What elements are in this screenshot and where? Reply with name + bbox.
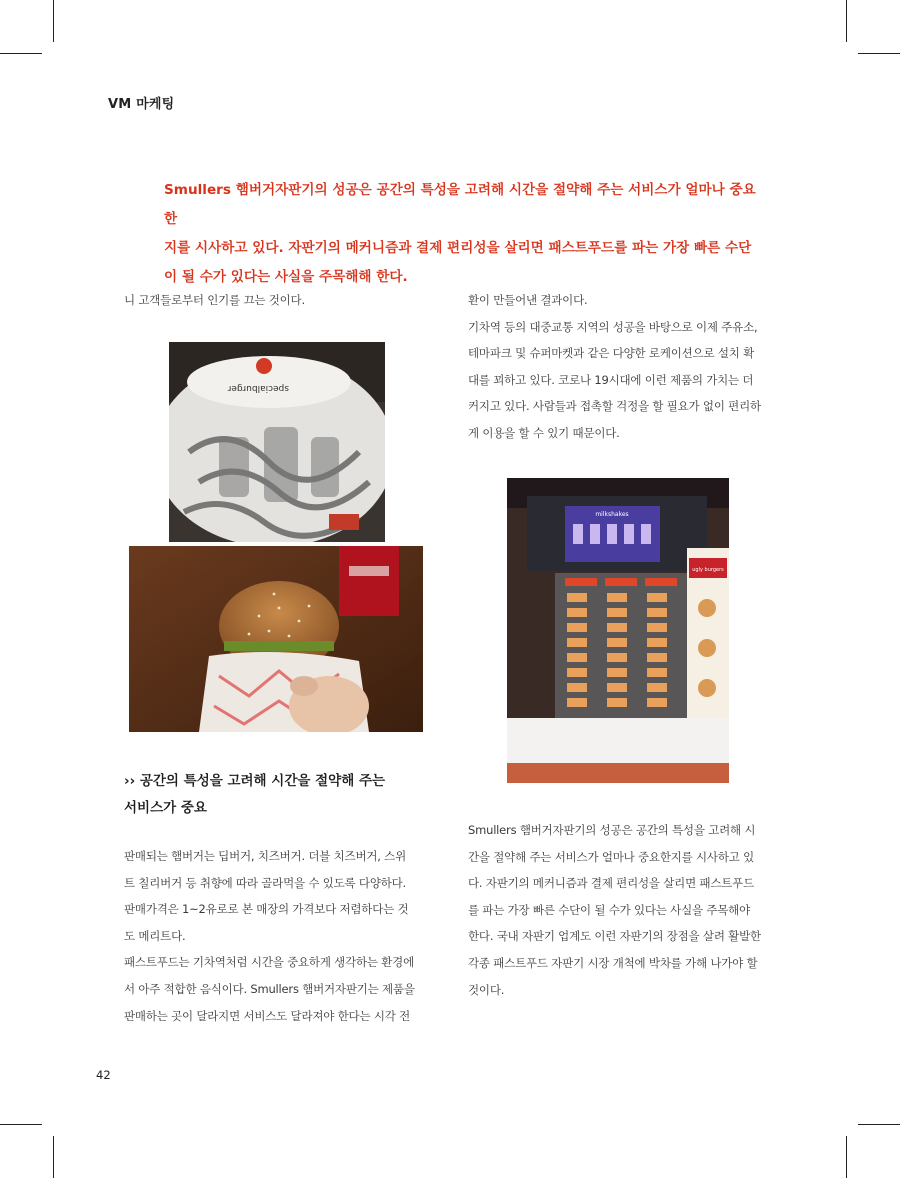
- left-intro-line: 니 고객들로부터 인기를 끄는 것이다.: [124, 293, 305, 307]
- text-line: 패스트푸드는 기차역처럼 시간을 중요하게 생각하는 환경에: [124, 955, 414, 970]
- text-line: 각종 패스트푸드 자판기 시장 개척에 박차를 가해 나가야 할: [468, 955, 758, 970]
- text-line: 트 칠리버거 등 취향에 따라 골라먹을 수 있도록 다양하다.: [124, 875, 407, 890]
- side-sign-text: ugly burgers: [692, 567, 724, 573]
- sub-heading-line: 서비스가 중요: [124, 800, 207, 816]
- text-line: 대를 꾀하고 있다. 코로나 19시대에 이런 제품의 가치는 더: [468, 372, 754, 387]
- text-line: 테마파크 및 슈퍼마켓과 같은 다양한 로케이션으로 설치 확: [468, 346, 755, 361]
- crop-mark: [858, 1124, 900, 1125]
- crop-mark: [53, 0, 54, 42]
- text-line: 를 파는 가장 빠른 수단이 될 수가 있다는 사실을 주목해야: [468, 902, 751, 917]
- section-label: VM 마케팅: [108, 97, 175, 112]
- sub-heading: [124, 768, 444, 822]
- text-line: 서 아주 적합한 음식이다. Smullers 햄버거자판기는 제품을: [124, 981, 415, 996]
- wrapped-burger-photo: [169, 342, 385, 542]
- crop-mark: [858, 53, 900, 54]
- text-line: 간을 절약해 주는 서비스가 얼마나 중요한지를 시사하고 있: [468, 849, 755, 864]
- pull-quote-line: Smullers 햄버거자판기의 성공은 공간의 특성을 고려해 시간을 절약해 주는 서비스가 얼마나 중요한: [164, 182, 756, 227]
- left-paragraph: [124, 843, 434, 1029]
- text-line: Smullers 햄버거자판기의 성공은 공간의 특성을 고려해 시: [468, 823, 756, 837]
- text-line: 것이다.: [468, 982, 505, 997]
- text-line: 기차역 등의 대중교통 지역의 성공을 바탕으로 이제 주유소,: [468, 319, 758, 334]
- text-line: 판매되는 햄버거는 딥버거, 치즈버거. 더블 치즈버거, 스위: [124, 849, 407, 863]
- burger-in-hand-photo: [129, 546, 423, 732]
- text-line: 도 메리트다.: [124, 928, 186, 943]
- vending-machine-photo: [507, 478, 729, 783]
- pull-quote: [164, 176, 764, 292]
- screen-text: milkshakes: [595, 511, 629, 518]
- text-line: 판매가격은 1~2유로로 본 매장의 가격보다 저렴하다는 것: [124, 902, 409, 917]
- text-line: 환이 만들어낸 결과이다.: [468, 293, 588, 307]
- text-line: 판매하는 곳이 달라지면 서비스도 달라져야 한다는 시각 전: [124, 1008, 411, 1023]
- crop-mark: [846, 0, 847, 42]
- crop-mark: [0, 1124, 42, 1125]
- text-line: 커지고 있다. 사람들과 접촉할 걱정을 할 필요가 없이 편리하: [468, 399, 761, 414]
- crop-mark: [0, 53, 42, 54]
- text-line: 게 이용을 할 수 있기 때문이다.: [468, 425, 620, 440]
- right-bottom-paragraph: [468, 817, 778, 1003]
- right-top-paragraph: [468, 287, 778, 447]
- page-number: 42: [96, 1068, 111, 1082]
- wrapper-brand-text: specialburger: [227, 383, 289, 393]
- pull-quote-line: 지를 시사하고 있다. 자판기의 메커니즘과 결제 편리성을 살리면 패스트푸드를 파는 가장 빠른 수단: [164, 240, 752, 256]
- sub-heading-line: ›› 공간의 특성을 고려해 시간을 절약해 주는: [124, 773, 386, 789]
- pull-quote-line: 이 될 수가 있다는 사실을 주목해해 한다.: [164, 269, 408, 285]
- crop-mark: [846, 1136, 847, 1178]
- text-line: 한다. 국내 자판기 업계도 이런 자판기의 장점을 살려 활발한: [468, 929, 761, 944]
- crop-mark: [53, 1136, 54, 1178]
- text-line: 다. 자판기의 메커니즘과 결제 편리성을 살리면 패스트푸드: [468, 876, 755, 891]
